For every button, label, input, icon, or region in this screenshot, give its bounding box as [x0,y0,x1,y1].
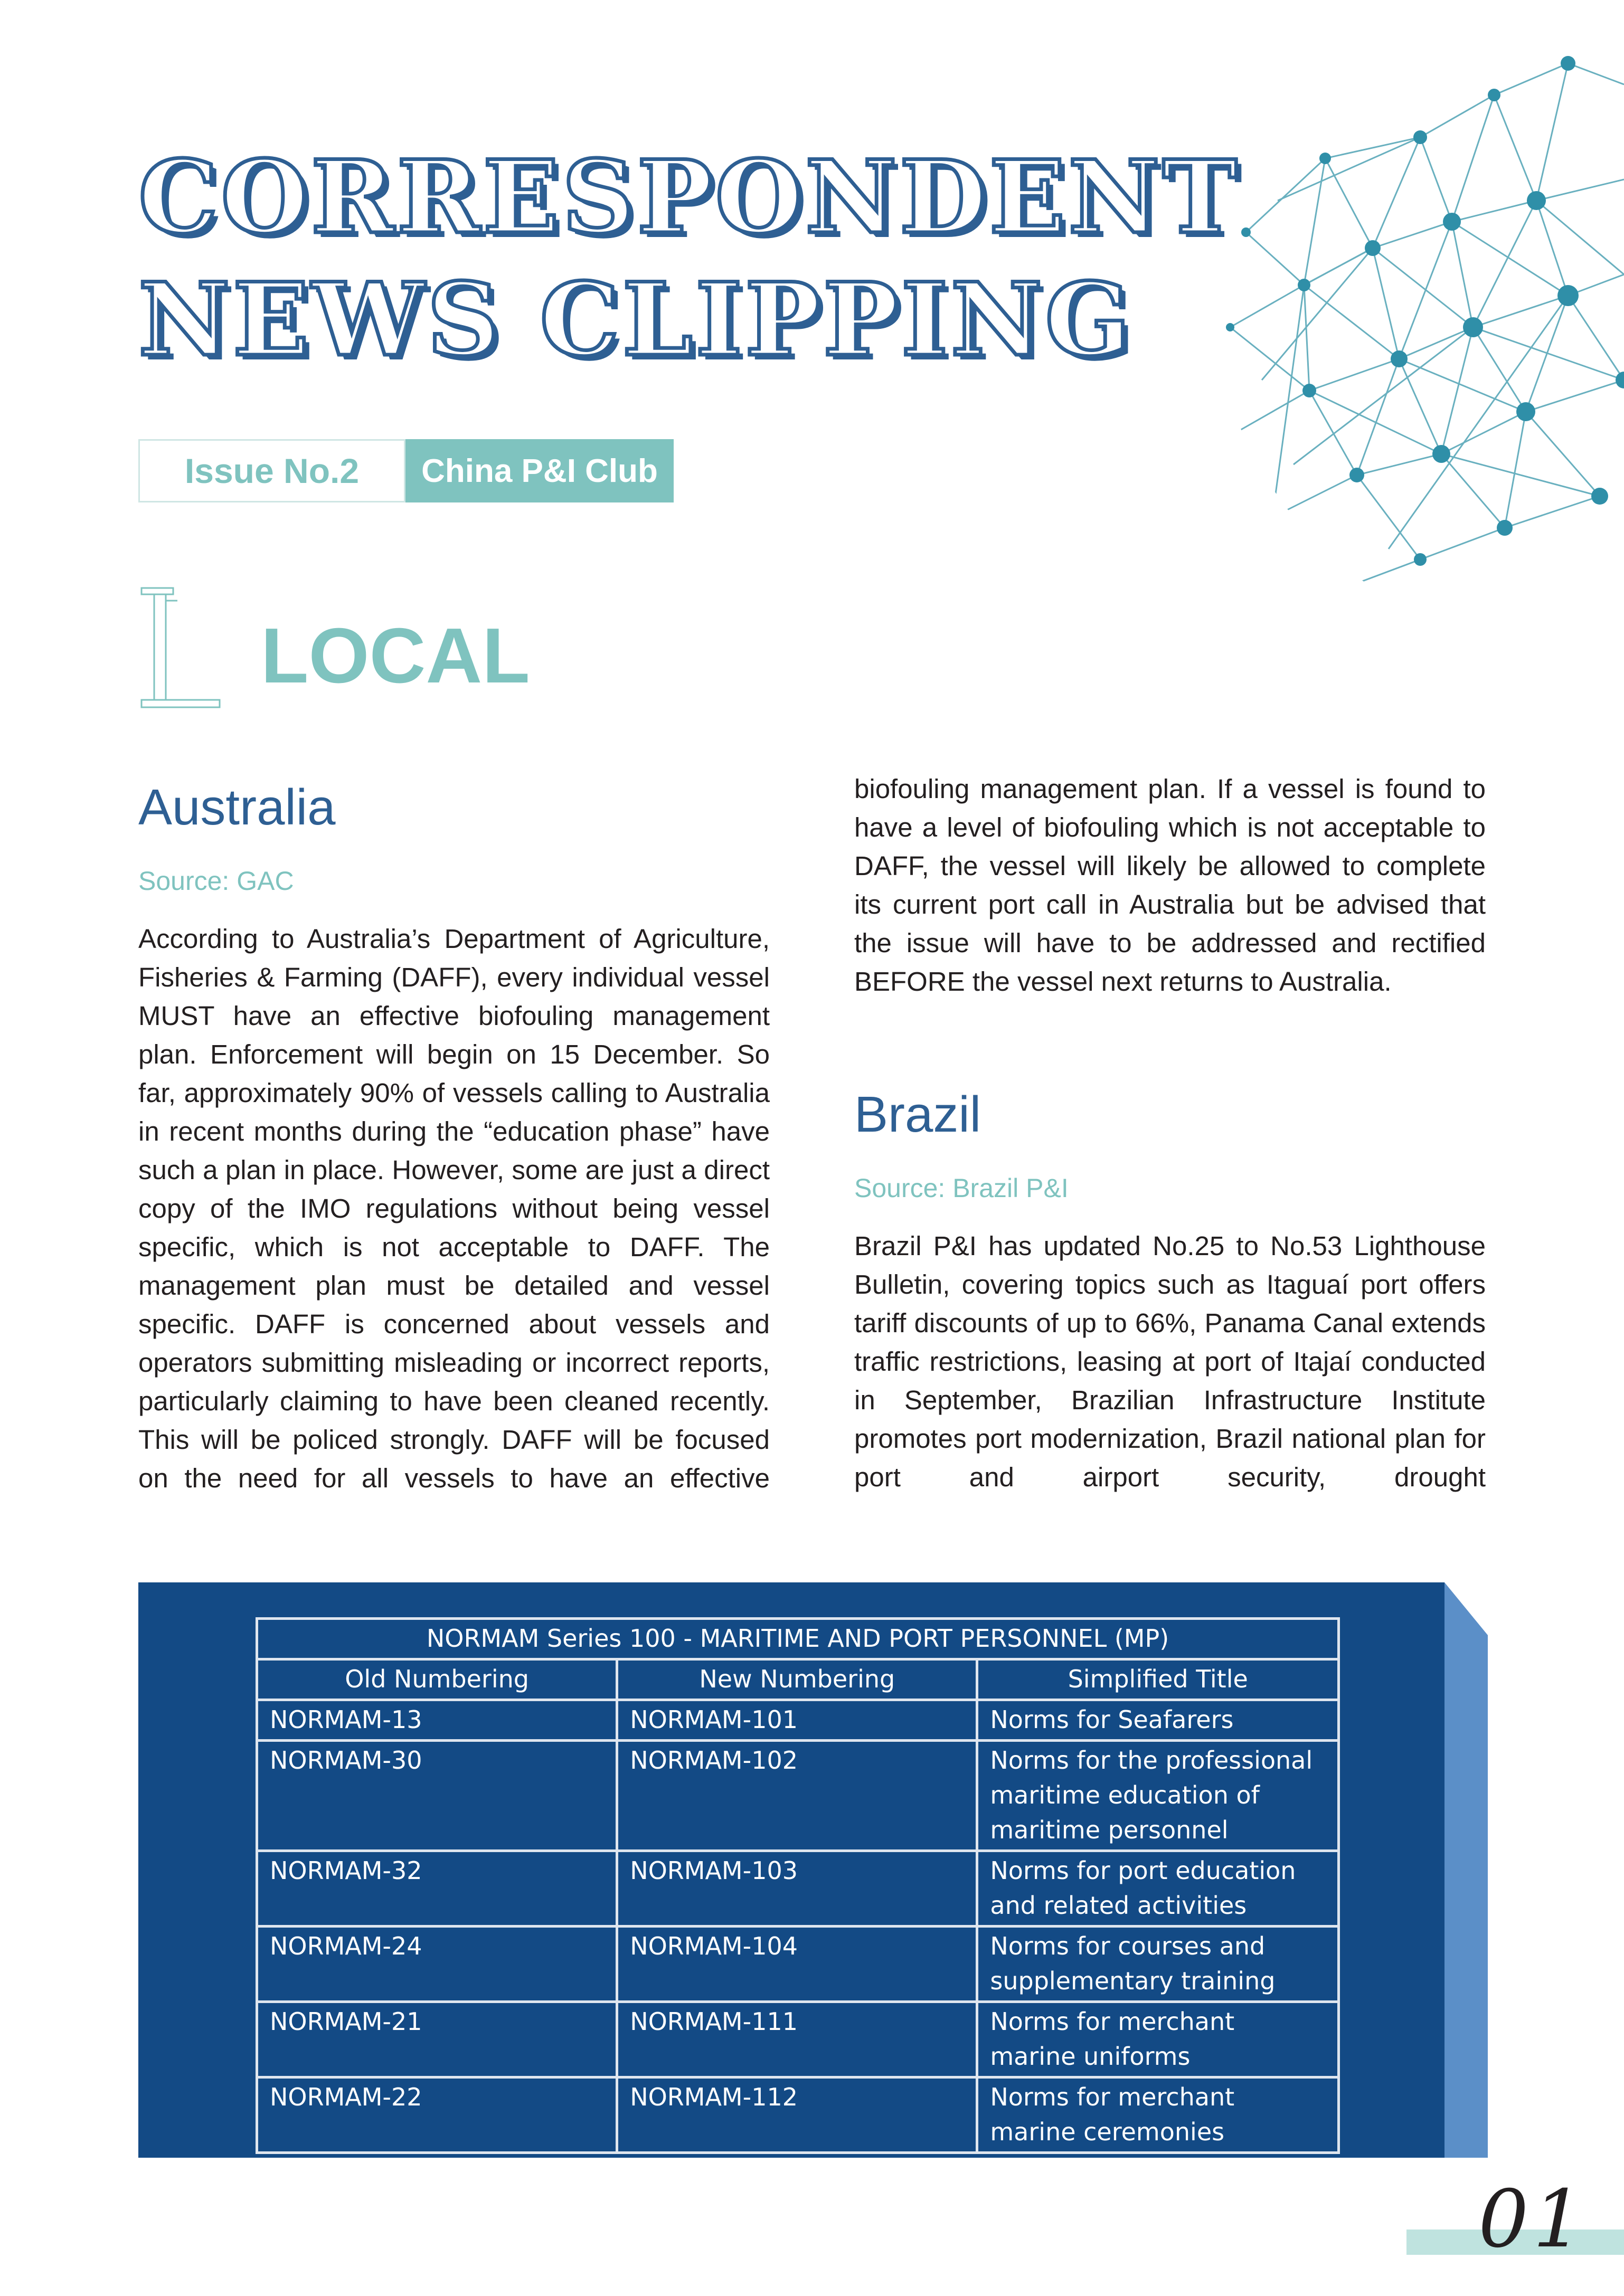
article-source-brazil: Source: Brazil P&I [854,1173,1069,1203]
article-body-australia: According to Australia’s Department of Agriculture, Fisheries & Farming (DAFF), every individual vessel MUST have an effective biofouling management plan. Enforcement will begin on 15 December. So far, approximately 90% of vessels calling to Australia in recent months during the “education phase” have such a plan in place. However, some are just a direct copy of the IMO regulations without being vessel specific, which is not acceptable to DAFF. The management plan must be detailed and vessel specific. DAFF is concerned about vessels and operators submitting misleading or incorrect reports, particularly claiming to have been cleaned recently. This will be policed strongly. DAFF will be focused on the need for all vessels to have an effective [138,924,770,1493]
cell-title: Norms for courses and supplementary training [977,1927,1339,2002]
cell-new-number: NORMAM-104 [617,1927,977,2002]
cell-new-number: NORMAM-111 [617,2002,977,2077]
cell-new-number: NORMAM-101 [617,1700,977,1741]
table-row [257,1851,1339,1927]
article-source-australia: Source: GAC [138,866,294,896]
title-line-1: CORRESPONDENT [138,138,1240,256]
cell-old-number: NORMAM-22 [257,2077,617,2153]
page-number: 01 [1478,2174,1588,2265]
section-title: LOCAL [261,612,530,699]
normam-table-panel [138,1582,1444,2158]
cell-old-number: NORMAM-24 [257,1927,617,2002]
article-country-brazil: Brazil [854,1086,981,1143]
publication-title [138,136,1240,381]
left-column [138,776,770,1497]
network-globe-graphic [1198,0,1624,654]
table-header-row [257,1659,1339,1700]
cell-old-number: NORMAM-21 [257,2002,617,2077]
cell-title: Norms for Seafarers [977,1700,1339,1741]
cell-title: Norms for merchant marine ceremonies [977,2077,1339,2153]
table-caption-row [257,1619,1339,1659]
table-row [257,2002,1339,2077]
normam-table [256,1617,1340,2154]
publisher-badge: China P&I Club [405,439,674,502]
cell-old-number: NORMAM-30 [257,1741,617,1851]
cell-new-number: NORMAM-102 [617,1741,977,1851]
table-caption: NORMAM Series 100 - MARITIME AND PORT PERSONNEL (MP) [257,1619,1339,1659]
column-header-old: Old Numbering [257,1659,617,1700]
cell-title: Norms for port education and related activities [977,1851,1339,1927]
article-body-brazil: Brazil P&I has updated No.25 to No.53 Lighthouse Bulletin, covering topics such as Itaguaí port offers tariff discounts of up to 66%, Panama Canal extends traffic restrictions, leasing at port of Itajaí conducted in September, Brazilian Infrastructure Institute promotes port modernization, Brazil national plan for port and airport security, drought [854,1231,1486,1492]
table-row [257,2077,1339,2153]
article-country-australia: Australia [138,779,336,836]
title-line-2: NEWS CLIPPING [138,261,1134,378]
table-row [257,1700,1339,1741]
cell-new-number: NORMAM-112 [617,2077,977,2153]
table-row [257,1741,1339,1851]
table-panel-3d-edge [1444,1582,1488,2158]
article-body-australia-continued: biofouling management plan. If a vessel is found to have a level of biofouling which is not acceptable to DAFF, the vessel will likely be allowed to complete its current port call in Australia but be advised that the issue will have to be addressed and rectified BEFORE the vessel next returns to Australia. [854,774,1486,997]
right-column [854,770,1486,1496]
column-header-new: New Numbering [617,1659,977,1700]
cell-old-number: NORMAM-32 [257,1851,617,1927]
cell-new-number: NORMAM-103 [617,1851,977,1927]
table-row [257,1927,1339,2002]
section-numeral-one-icon [138,585,223,711]
cell-old-number: NORMAM-13 [257,1700,617,1741]
column-header-title: Simplified Title [977,1659,1339,1700]
cell-title: Norms for merchant marine uniforms [977,2002,1339,2077]
cell-title: Norms for the professional maritime education of maritime personnel [977,1741,1339,1851]
issue-number-badge: Issue No.2 [138,439,405,502]
